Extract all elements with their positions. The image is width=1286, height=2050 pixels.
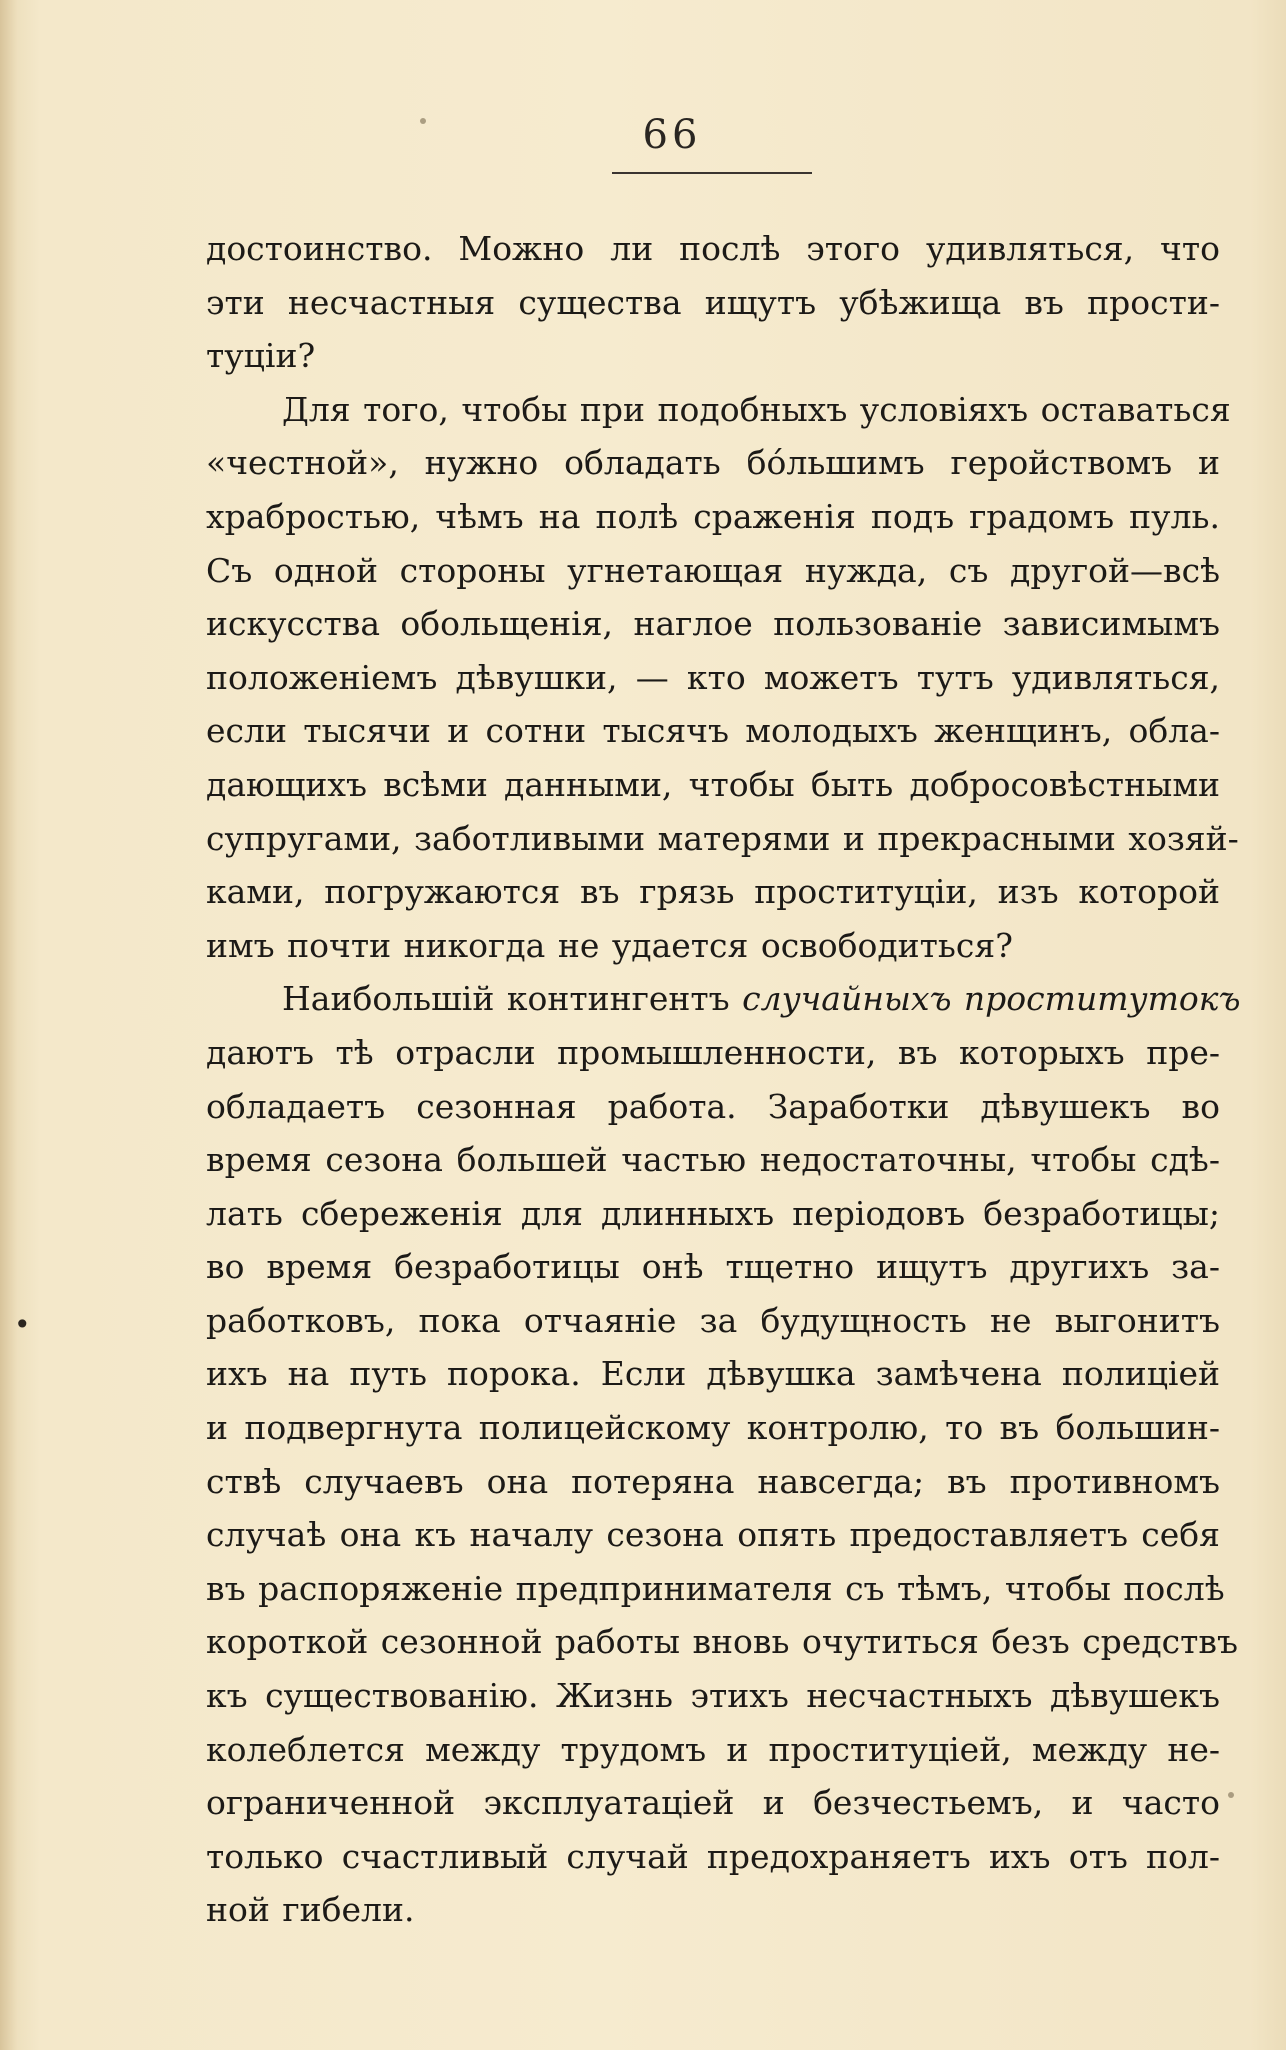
text-line: ихъ на путь порока. Если дѣвушка замѣчена полиціей [206, 1354, 1220, 1394]
text-line: Для того, чтобы при подобныхъ условіяхъ оставаться [282, 389, 1231, 429]
text-line: туціи? [206, 336, 316, 376]
text-line [206, 972, 1241, 1026]
text-line: время сезона большей частью недостаточны, чтобы сдѣ- [206, 1140, 1220, 1180]
text-line: и подвергнута полицейскому контролю, то въ большин- [206, 1408, 1220, 1448]
text-line: искусства обольщенія, наглое пользованіе зависимымъ [206, 604, 1220, 644]
text-line: имъ почти никогда не удается освободиться? [206, 925, 1013, 965]
text-line: эти несчастныя существа ищутъ убѣжища въ прости- [206, 282, 1220, 322]
text-line: если тысячи и сотни тысячъ молодыхъ женщинъ, обла- [206, 711, 1220, 751]
text-line: храбростью, чѣмъ на полѣ сраженія подъ градомъ пуль. [206, 496, 1220, 536]
text-line: ной гибели. [206, 1890, 415, 1930]
text-line: супругами, заботливыми матерями и прекрасными хозяй- [206, 818, 1239, 858]
paper-speck [1228, 1792, 1234, 1798]
margin-mark: • [14, 1308, 31, 1341]
text-line: ками, погружаются въ грязь проституціи, изъ которой [206, 872, 1220, 912]
body-text [206, 222, 1241, 1937]
text-line: лать сбереженія для длинныхъ періодовъ безработицы; [206, 1193, 1220, 1233]
text-line-regular: Наибольшій контингентъ [282, 979, 743, 1019]
text-line: въ распоряженіе предпринимателя съ тѣмъ, чтобы послѣ [206, 1568, 1225, 1608]
text-line: ствѣ случаевъ она потеряна навсегда; въ противномъ [206, 1461, 1220, 1501]
page-left-edge [0, 0, 18, 2050]
text-line: во время безработицы онѣ тщетно ищутъ другихъ за- [206, 1247, 1220, 1287]
text-line: колеблется между трудомъ и проституціей, между не- [206, 1729, 1220, 1769]
text-line: дающихъ всѣми данными, чтобы быть добросовѣстными [206, 764, 1220, 804]
text-line: даютъ тѣ отрасли промышленности, въ которыхъ пре- [206, 1032, 1220, 1072]
text-line: короткой сезонной работы вновь очутиться безъ средствъ [206, 1622, 1238, 1662]
text-line: только счастливый случай предохраняетъ ихъ отъ пол- [206, 1836, 1220, 1876]
text-line: положеніемъ дѣвушки, — кто можетъ тутъ удивляться, [206, 657, 1220, 697]
text-line: «честной», нужно обладать бо́льшимъ геройствомъ и [206, 443, 1220, 483]
page-number: 66 [642, 112, 702, 158]
text-line: достоинство. Можно ли послѣ этого удивляться, что [206, 229, 1220, 268]
text-line: Съ одной стороны угнетающая нужда, съ другой—всѣ [206, 550, 1220, 590]
text-line: обладаетъ сезонная работа. Заработки дѣвушекъ во [206, 1086, 1220, 1126]
text-line: къ существованію. Жизнь этихъ несчастныхъ дѣвушекъ [206, 1676, 1220, 1716]
text-line: работковъ, пока отчаяніе за будущность не выгонитъ [206, 1300, 1220, 1340]
text-line: случаѣ она къ началу сезона опять предоставляетъ себя [206, 1515, 1220, 1555]
text-line: ограниченной эксплуатаціей и безчестьемъ, и часто [206, 1783, 1220, 1823]
text-line-italic: случайныхъ проститутокъ [742, 979, 1241, 1019]
paper-speck [420, 118, 426, 124]
header-rule [612, 172, 812, 174]
